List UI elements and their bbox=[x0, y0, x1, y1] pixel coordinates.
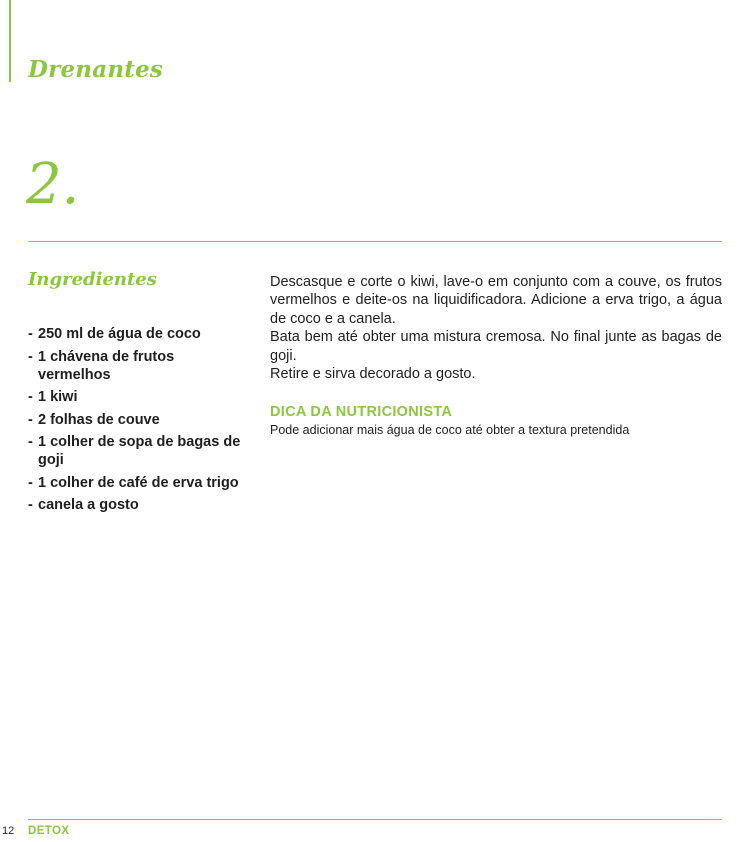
accent-bar bbox=[9, 0, 11, 82]
tip-text: Pode adicionar mais água de coco até obter a textura pretendida bbox=[270, 423, 630, 437]
section-title: Drenantes bbox=[28, 56, 164, 83]
tip-title: DICA DA NUTRICIONISTA bbox=[270, 404, 453, 420]
ingredient-item: - 1 chávena de frutos vermelhos bbox=[28, 348, 243, 384]
ingredients-list bbox=[28, 325, 243, 519]
ingredient-item: - canela a gosto bbox=[28, 496, 243, 514]
recipe-number: 2. bbox=[26, 152, 80, 217]
method-paragraph: Bata bem até obter uma mistura cremosa. No final junte as bagas de goji. bbox=[270, 329, 722, 364]
top-divider bbox=[28, 241, 722, 242]
ingredient-item: - 2 folhas de couve bbox=[28, 411, 243, 429]
ingredient-item: - 1 kiwi bbox=[28, 388, 243, 406]
ingredient-item: - 1 colher de café de erva trigo bbox=[28, 474, 243, 492]
ingredient-item: - 1 colher de sopa de bagas de goji bbox=[28, 433, 243, 469]
method-paragraph: Descasque e corte o kiwi, lave-o em conjunto com a couve, os frutos vermelhos e deite-os na liquidificadora. Adicione a erva trigo, a água de coco e a canela. bbox=[270, 274, 722, 327]
footer-label: DETOX bbox=[28, 825, 70, 837]
ingredients-title: Ingredientes bbox=[28, 269, 157, 290]
method-paragraph: Retire e sirva decorado a gosto. bbox=[270, 366, 476, 383]
bottom-divider bbox=[28, 819, 722, 820]
page-number: 12 bbox=[2, 825, 15, 837]
ingredient-item: - 250 ml de água de coco bbox=[28, 325, 243, 343]
method-text bbox=[270, 273, 722, 383]
